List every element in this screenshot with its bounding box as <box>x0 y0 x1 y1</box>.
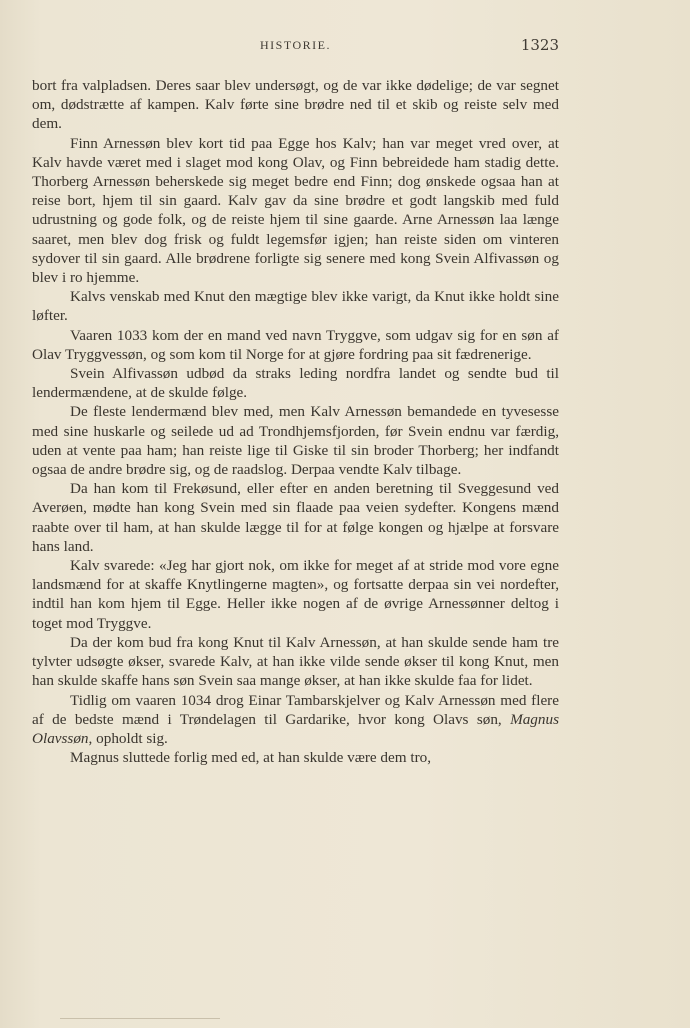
running-head: HISTORIE. <box>260 38 331 52</box>
paragraph: De fleste lendermænd blev med, men Kalv Arnessøn bemandede en tyvesesse med sine huskarle og seilede ud ad Trondhjemsfjorden, før Svein endnu var færdig, uden at vente paa ham; han reiste lige til Giske til sin broder Thorberg; her indfandt ogsaa de andre brødre sig, og de raadslog. Derpaa vendte Kalv tilbage. <box>32 403 559 479</box>
paragraph: Finn Arnessøn blev kort tid paa Egge hos Kalv; han var meget vred over, at Kalv havde været med i slaget mod kong Olav, og Finn bebreidede ham stadig dette. Thorberg Arnessøn beherskede sig meget bedre end Finn; dog ønskede ogsaa han at reise bort, hjem til sin gaard. Kalv gav da sine brødre et godt langskib med fuld udrustning og gode folk, og de reiste hjem til sine gaarde. Arne Arnessøn laa længe saaret, men blev dog frisk og fuldt legemsfør igjen; han reiste siden om vinteren sydover til sin gaard. Alle brødrene forligte sig senere med kong Svein Alfivassøn og blev i ro hjemme. <box>32 134 559 287</box>
paragraph: Da der kom bud fra kong Knut til Kalv Arnessøn, at han skulde sende ham tre tylvter udsøgte økser, svarede Kalv, at han ikke vilde sende økser til kong Knut, men han skulde skaffe hans søn Svein saa mange økser, at han ikke skulde faa for lidet. <box>32 633 559 690</box>
paragraph: Kalvs venskab med Knut den mægtige blev ikke varigt, da Knut ikke holdt sine løfter. <box>32 288 559 325</box>
paragraph-text: , opholdt sig. <box>88 729 168 747</box>
paragraph-continues: Magnus sluttede forlig med ed, at han skulde være dem tro, <box>70 749 432 767</box>
paragraph-text: Tidlig om vaaren 1034 drog Einar Tambarskjelver og Kalv Arnessøn med flere af de bedste mænd i Trøndelagen til Gardarike, hvor kong Olavs søn, <box>32 691 559 728</box>
italic-name: Magnus Olavssøn <box>32 710 559 747</box>
paragraph: Vaaren 1033 kom der en mand ved navn Tryggve, som udgav sig for en søn af Olav Tryggvessøn, og som kom til Norge for at gjøre fordring paa sit fædrenerige. <box>32 326 559 363</box>
paragraph-continued: bort fra valpladsen. Deres saar blev undersøgt, og de var ikke dødelige; de var segnet om, dødstrætte af kampen. Kalv førte sine brødre ned til et skib og reiste selv med dem. <box>32 77 559 133</box>
page-number: 1323 <box>520 36 559 54</box>
page-header <box>32 36 559 60</box>
paragraph: Svein Alfivassøn udbød da straks leding nordfra landet og sendte bud til lendermændene, at de skulde følge. <box>32 365 559 402</box>
paragraph <box>32 691 559 749</box>
paragraph: Da han kom til Frekøsund, eller efter en anden beretning til Sveggesund ved Averøen, mødte han kong Svein med sin flaade paa veien sydefter. Kongens mænd raabte over til ham, at han skulde lægge til for at følge kongen og hjælpe at forsvare hans land. <box>32 480 559 555</box>
paragraph: Kalv svarede: «Jeg har gjort nok, om ikke for meget af at stride mod vore egne landsmænd for at skaffe Knytlingerne magten», og fortsatte derpaa sin vei nordefter, indtil han kom hjem til Egge. Heller ikke nogen af de øvrige Arnessønner deltog i toget mod Tryggve. <box>32 557 559 632</box>
page-edge-mark <box>60 1018 220 1019</box>
body-text <box>32 76 559 767</box>
